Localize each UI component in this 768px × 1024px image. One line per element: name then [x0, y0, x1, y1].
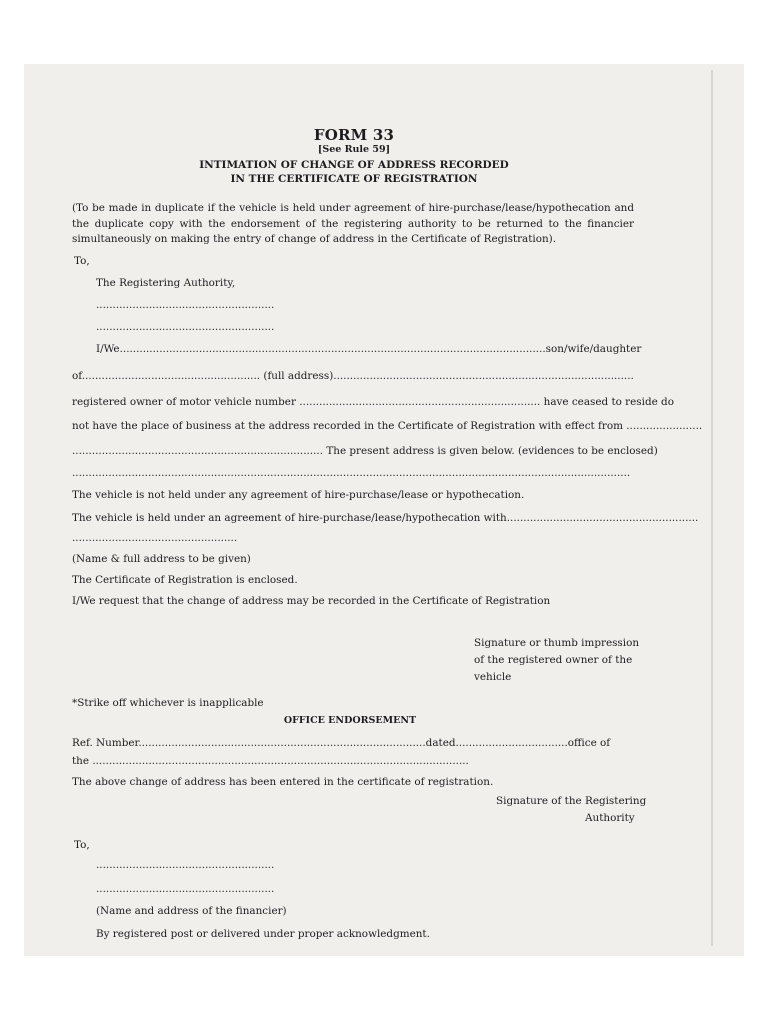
reference-number-line: Ref. Number.......................................................................................dated..................................office of	[72, 737, 611, 749]
vehicle-number-line: registered owner of motor vehicle number ......................................................................... have ceased to reside do	[72, 396, 674, 408]
held-with-statement: The vehicle is held under an agreement of hire-purchase/lease/hypothecation with..........................................................	[72, 512, 699, 524]
instruction-paragraph: (To be made in duplicate if the vehicle is held under agreement of hire-purchase/lease/hypothecation and the duplicate copy with the endorsement of the registering authority to be returned to the financier simultaneously on making the entry of change of address in the Certificate of Registration).	[72, 202, 634, 245]
page-fold-edge	[711, 70, 713, 946]
name-address-note: (Name & full address to be given)	[72, 553, 251, 565]
owner-signature-label-3: vehicle	[474, 671, 512, 683]
financier-address-blank-1: ......................................................	[96, 859, 275, 871]
to-label-financier: To,	[74, 839, 90, 851]
owner-signature-label-2: of the registered owner of the	[474, 654, 633, 666]
registering-authority: The Registering Authority,	[96, 277, 236, 289]
owner-signature-label-1: Signature or thumb impression	[474, 637, 640, 649]
change-request: I/We request that the change of address may be recorded in the Certificate of Registration	[72, 595, 551, 607]
present-address-blank: .........................................................................................................................................................................	[72, 467, 631, 479]
full-address-line: of...................................................... (full address)...........................................................................................	[72, 370, 634, 382]
applicant-name-line: I/We.................................................................................................................................son/wife/daughter	[96, 343, 642, 355]
office-endorsement-heading: OFFICE ENDORSEMENT	[283, 715, 417, 726]
to-label: To,	[74, 255, 90, 267]
strike-note: *Strike off whichever is inapplicable	[72, 697, 264, 709]
entry-confirmation: The above change of address has been entered in the certificate of registration.	[72, 776, 494, 788]
office-name-line: the ..................................................................................................................	[72, 755, 469, 767]
authority-signature-label-2: Authority	[585, 812, 635, 824]
financier-blank: ..................................................	[72, 532, 238, 544]
form-rule: [See Rule 59]	[317, 144, 391, 155]
form-heading-line1: INTIMATION OF CHANGE OF ADDRESS RECORDED	[199, 159, 509, 171]
authority-address-blank-2: ......................................................	[96, 321, 275, 333]
delivery-note: By registered post or delivered under proper acknowledgment.	[96, 928, 430, 940]
financier-note: (Name and address of the financier)	[96, 905, 287, 917]
certificate-enclosed: The Certificate of Registration is enclosed.	[72, 574, 298, 586]
effective-date-line: not have the place of business at the address recorded in the Certificate of Registration with effect from .......................	[72, 420, 703, 432]
authority-address-blank-1: ......................................................	[96, 299, 275, 311]
not-held-statement: The vehicle is not held under any agreement of hire-purchase/lease or hypothecation.	[72, 489, 525, 501]
authority-signature-label-1: Signature of the Registering	[496, 795, 647, 807]
scanned-page	[24, 64, 744, 956]
form-heading-line2: IN THE CERTIFICATE OF REGISTRATION	[230, 173, 478, 185]
form-title: FORM 33	[313, 126, 395, 144]
financier-address-blank-2: ......................................................	[96, 883, 275, 895]
present-address-line: ............................................................................ The present address is given below. (evidences to be enclosed)	[72, 445, 658, 457]
